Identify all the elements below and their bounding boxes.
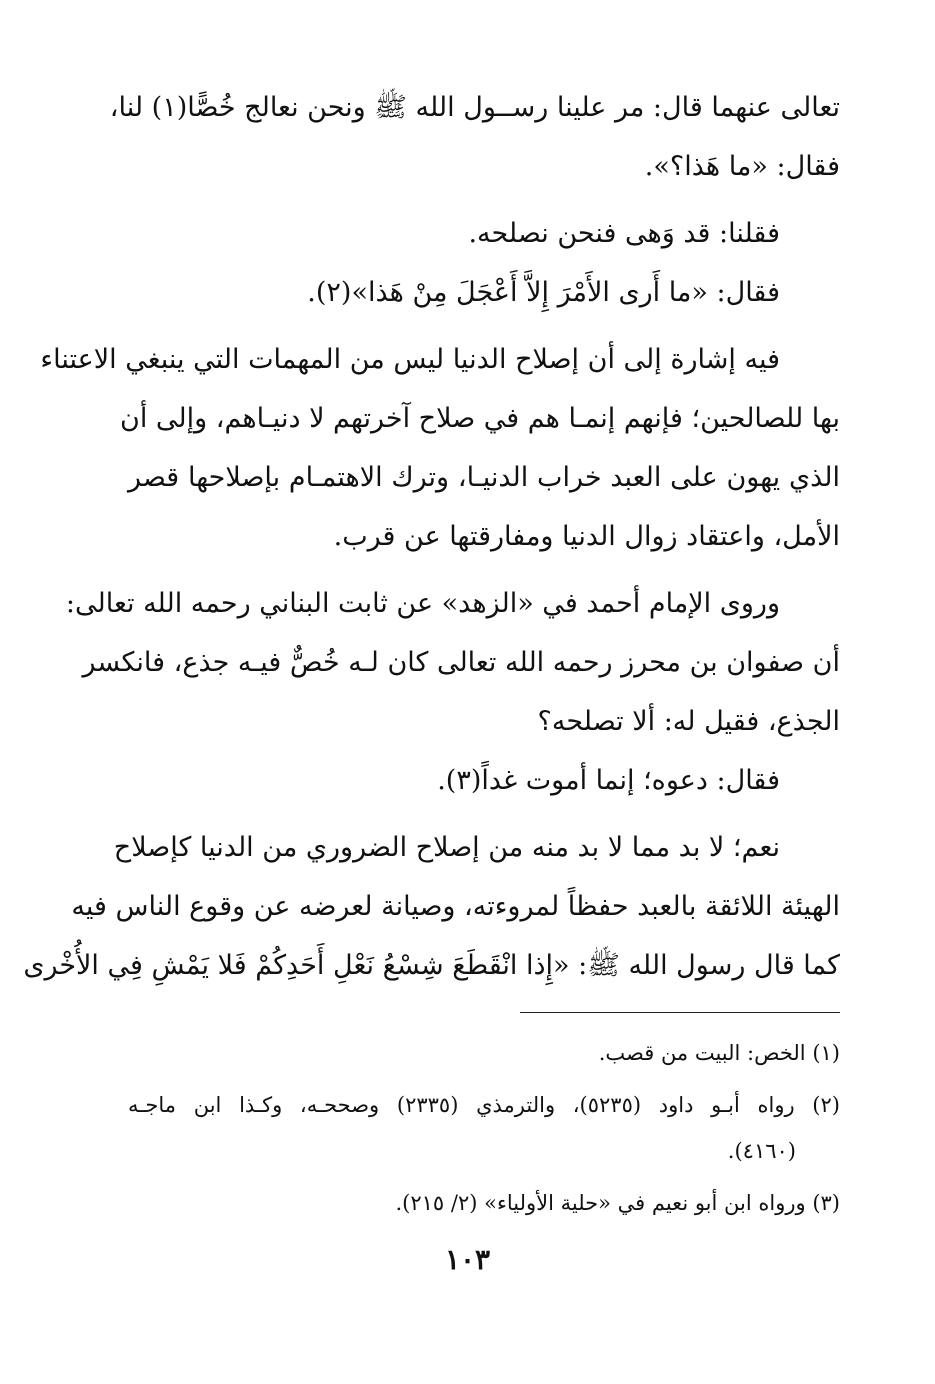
text-line-3: فقلنا: قد وَهى فنحن نصلحه. [468,218,780,249]
text-line-9: وروى الإمام أحمد في «الزهد» عن ثابت البناني رحمه الله تعالى: [65,588,780,619]
footnote-1: (١) الخص: البيت من قصب. [598,1041,840,1065]
text-line-11: الجذع، فقيل له: ألا تصلحه؟ [537,706,840,737]
footnote-3: (٣) ورواه ابن أبو نعيم في «حلية الأولياء» (٢/ ٢١٥). [395,1191,840,1215]
text-line-4: فقال: «ما أَرى الأَمْرَ إِلاَّ أَعْجَلَ مِنْ هَذا»(٢). [307,277,780,308]
text-line-5: فيه إشارة إلى أن إصلاح الدنيا ليس من المهمات التي ينبغي الاعتناء [40,344,780,375]
paragraph-gap [128,196,840,204]
text-line-1: تعالى عنهما قال: مر علينا رســول الله ﷺ ونحن نعالج خُصًّا(١) لنا، [109,92,840,123]
paragraph-gap [128,322,840,330]
text-line-12: فقال: دعوه؛ إنما أموت غداً(٣). [437,765,780,796]
text-line-6: بها للصالحين؛ فإنهم إنمـا هم في صلاح آخرتهم لا دنيـاهم، وإلى أن [119,403,840,434]
footnote-2: (٢) رواه أبـو داود (٥٢٣٥)، والترمذي (٢٣٣٥) وصححـه، وكـذا ابن ماجـه [128,1093,840,1117]
text-line-10: أن صفوان بن محرز رحمه الله تعالى كان لـه خُصٌّ فيـه جذع، فانكسر [82,647,840,678]
text-line-2: فقال: «ما هَذا؟». [644,151,840,182]
page-number: ١٠٣ [444,1243,491,1276]
text-line-15: كما قال رسول الله ﷺ: «إِذا انْقَطَعَ شِسْعُ نَعْلِ أَحَدِكُمْ فَلا يَمْشِ فِي الأُخْرى [23,950,840,981]
paragraph-gap [128,566,840,574]
footnote-2-continuation: (٤١٦٠). [727,1139,796,1163]
paragraph-gap [128,810,840,818]
text-line-8: الأمل، واعتقاد زوال الدنيا ومفارقتها عن قرب. [333,521,840,552]
main-text [23,78,840,995]
footnotes [128,1030,840,1226]
text-line-14: الهيئة اللائقة بالعبد حفظاً لمروءته، وصيانة لعرضه عن وقوع الناس فيه [71,891,840,922]
footnote-separator [520,1012,840,1013]
text-line-13: نعم؛ لا بد مما لا بد منه من إصلاح الضروري من الدنيا كإصلاح [113,832,780,863]
text-line-7: الذي يهون على العبد خراب الدنيـا، وترك الاهتمـام بإصلاحها قصر [128,462,840,493]
